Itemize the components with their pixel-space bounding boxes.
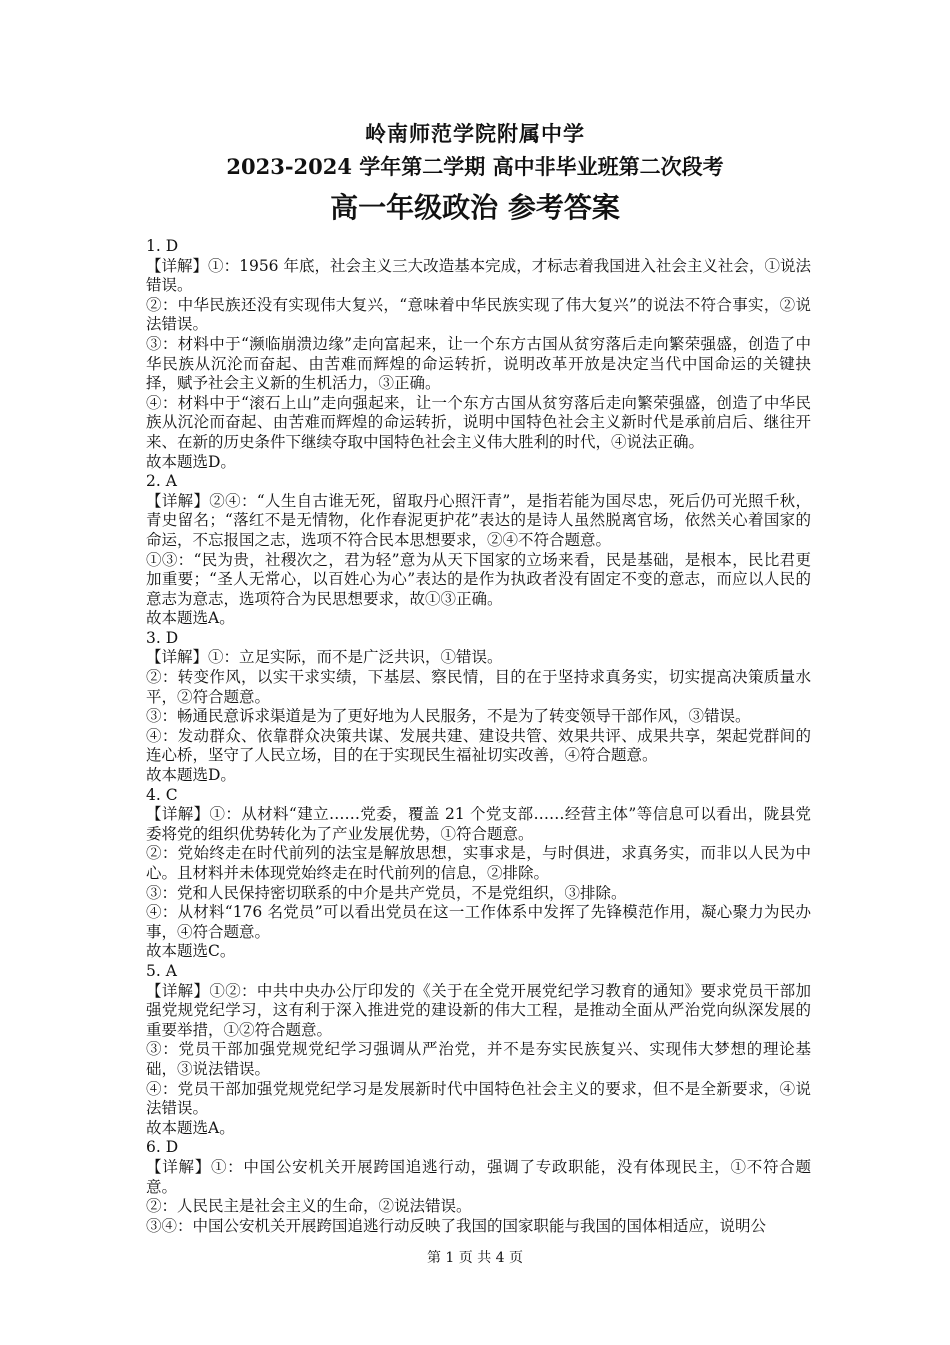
explanation-line: 【详解】②④：“人生自古谁无死，留取丹心照汗青”，是指若能为国尽忠，死后仍可光照千秋，青史留名；“落红不是无情物，化作春泥更护花”表达的是诗人虽然脱离官场，依然关心着国家的命运，不忘报国之志，选项不符合民本思想要求，②④不符合题意。 [146, 491, 811, 549]
explanation-line: ④：发动群众、依靠群众决策共谋、发展共建、建设共管、效果共评、成果共享，架起党群间的连心桥，坚守了人民立场，目的在于实现民生福祉切实改善，④符合题意。 [146, 726, 811, 765]
explanation-line: ③：党员干部加强党规党纪学习强调从严治党，并不是夯实民族复兴、实现伟大梦想的理论基础，③说法错误。 [146, 1040, 811, 1078]
question-2 [146, 472, 811, 629]
explanation-line: ④：从材料“176 名党员”可以看出党员在这一工作体系中发挥了先锋模范作用，凝心聚力为民办事，④符合题意。 [146, 903, 811, 941]
explanation-line: ③：畅通民意诉求渠道是为了更好地为人民服务，不是为了转变领导干部作风，③错误。 [146, 707, 751, 726]
exam-title: 2023-2024 学年第二学期 高中非毕业班第二次段考 [226, 154, 724, 179]
answer-conclusion: 故本题选D。 [146, 452, 236, 471]
explanation-line: 【详解】①②：中共中央办公厅印发的《关于在全党开展党纪学习教育的通知》要求党员干部加强党规党纪学习，这有利于深入推进党的建设新的伟大工程，是推动全面从严治党向纵深发展的重要举措，①②符合题意。 [146, 981, 811, 1039]
question-6 [146, 1138, 811, 1236]
explanation-line: ③④：中国公安机关开展跨国追逃行动反映了我国的国家职能与我国的国体相适应，说明公 [146, 1216, 767, 1235]
answer-conclusion: 故本题选A。 [146, 609, 235, 628]
explanation-line: ①③：“民为贵，社稷次之，君为轻”意为从天下国家的立场来看，民是基础，是根本，民比君更加重要；“圣人无常心，以百姓心为心”表达的是作为执政者没有固定不变的意志，而应以人民的意志为意志，选项符合为民思想要求，故①③正确。 [146, 550, 811, 608]
page-footer [0, 1247, 950, 1267]
explanation-line: ③：党和人民保持密切联系的中介是共产党员，不是党组织，③排除。 [146, 883, 627, 902]
answer-conclusion: 故本题选A。 [146, 1118, 235, 1137]
question-number: 4. C [146, 785, 178, 804]
answer-conclusion: 故本题选C。 [146, 942, 236, 961]
document-header [0, 118, 950, 230]
explanation-line: 【详解】①：从材料“建立……党委，覆盖 21 个党支部……经营主体”等信息可以看出，陇县党委将党的组织优势转化为了产业发展优势，①符合题意。 [146, 805, 811, 843]
question-number: 5. A [146, 961, 177, 980]
explanation-line: ②：党始终走在时代前列的法宝是解放思想，实事求是，与时俱进，求真务实，而非以人民为中心。且材料并未体现党始终走在时代前列的信息，②排除。 [146, 844, 811, 882]
question-5 [146, 962, 811, 1138]
explanation-line: ③：材料中于“濒临崩溃边缘”走向富起来，让一个东方古国从贫穷落后走向繁荣强盛，创造了中华民族从沉沦而奋起、由苦难而辉煌的命运转折，说明改革开放是决定当代中国命运的关键抉择，赋予社会主义新的生机活力，③正确。 [146, 334, 811, 393]
explanation-line: ②：人民民主是社会主义的生命，②说法错误。 [146, 1197, 472, 1216]
page-number: 第 1 页 共 4 页 [426, 1250, 524, 1266]
explanation-line: ②：转变作风，以实干求实绩，下基层、察民情，目的在于坚持求真务实，切实提高决策质量水平，②符合题意。 [146, 668, 811, 706]
explanation-line: ②：中华民族还没有实现伟大复兴，“意味着中华民族实现了伟大复兴”的说法不符合事实，②说法错误。 [146, 295, 811, 334]
explanation-line: 【详解】①：1956 年底，社会主义三大改造基本完成，才标志着我国进入社会主义社会，①说法错误。 [146, 256, 811, 295]
question-number: 3. D [146, 628, 179, 647]
explanation-line: ④：党员干部加强党规党纪学习是发展新时代中国特色社会主义的要求，但不是全新要求，④说法错误。 [146, 1079, 811, 1118]
question-1 [146, 237, 811, 472]
explanation-line: 【详解】①：立足实际，而不是广泛共识，①错误。 [146, 648, 503, 667]
question-4 [146, 786, 811, 962]
explanation-line: ④：材料中于“滚石上山”走向强起来，让一个东方古国从贫穷落后走向繁荣强盛，创造了中华民族从沉沦而奋起、由苦难而辉煌的命运转折，说明中国特色社会主义新时代是承前启后、继往开来、在新的历史条件下继续夺取中国特色社会主义伟大胜利的时代，④说法正确。 [146, 393, 811, 451]
school-name: 岭南师范学院附属中学 [365, 121, 585, 146]
question-number: 2. A [146, 472, 177, 491]
answer-content [146, 237, 811, 1236]
question-number: 1. D [146, 237, 179, 255]
explanation-line: 【详解】①：中国公安机关开展跨国追逃行动，强调了专政职能，没有体现民主，①不符合题意。 [146, 1157, 811, 1196]
answer-key-title: 高一年级政治 参考答案 [330, 191, 620, 224]
answer-conclusion: 故本题选D。 [146, 766, 236, 785]
question-number: 6. D [146, 1138, 179, 1157]
question-3 [146, 629, 811, 786]
